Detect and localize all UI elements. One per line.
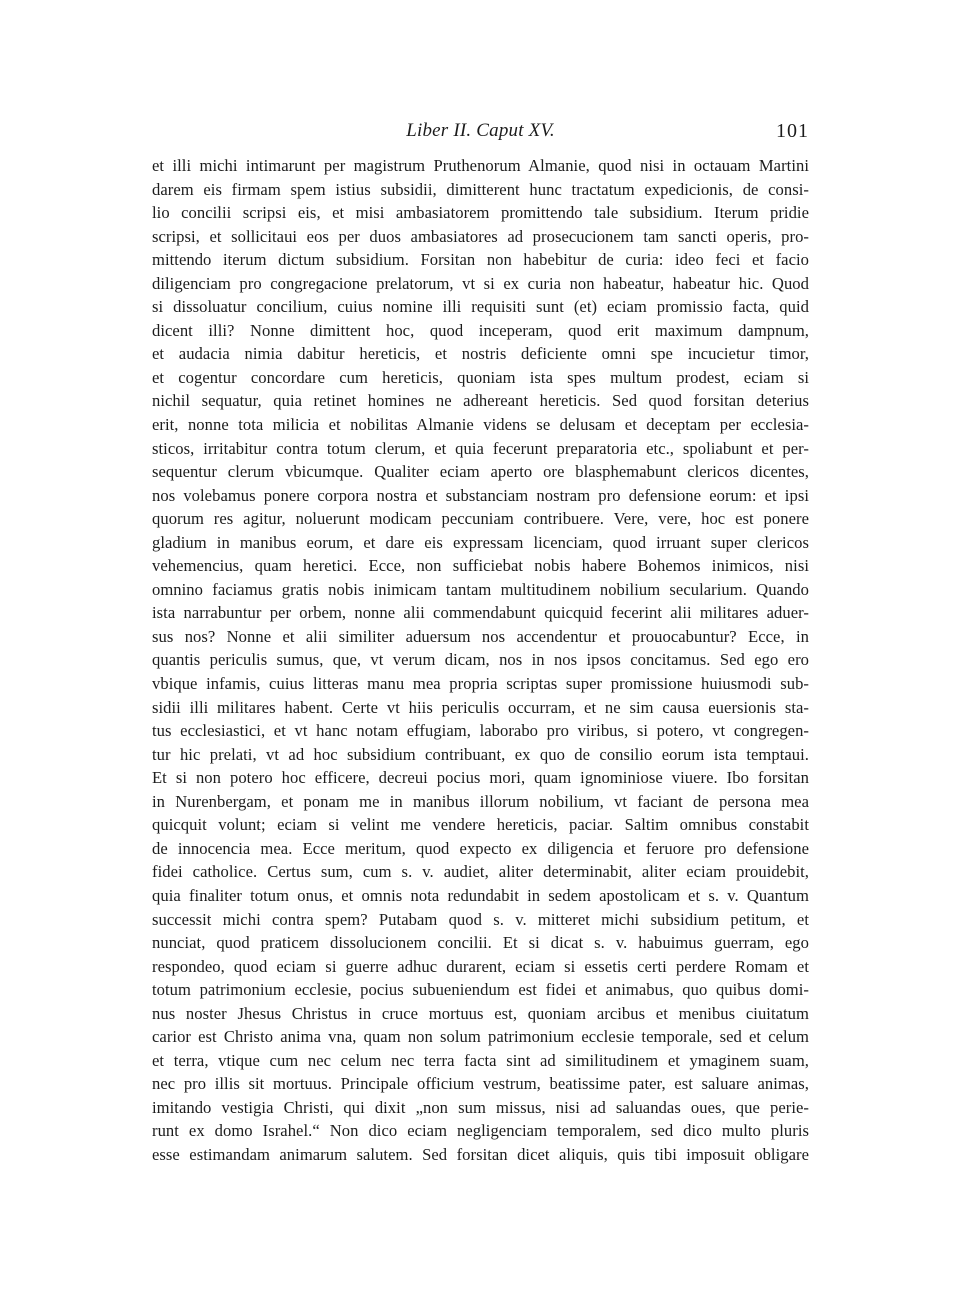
- text-line: gladium in manibus eorum, et dare eis expressam licenciam, quod irruant super clericos: [152, 532, 809, 552]
- text-line: erit, nonne tota milicia et nobilitas Almanie videns se delusam et deceptam per ecclesia-: [152, 415, 809, 435]
- text-line: esse estimandam animarum salutem. Sed forsitan dicet aliquis, quis tibi imposuit obligare: [152, 1144, 809, 1164]
- text-line: et terra, vtique cum nec celum nec terra facta sint ad similitudinem et ymaginem suam,: [152, 1050, 809, 1070]
- text-line: vehemencius, quam heretici. Ecce, non sufficiebat nobis habere Bohemos inimicos, nisi: [152, 556, 809, 576]
- text-line: dicent illi? Nonne dimittent hoc, quod inceperam, quod erit maximum dampnum,: [152, 320, 809, 340]
- text-line: Et si non potero hoc efficere, decreui pocius mori, quam ignominiose viuere. Ibo forsitan: [152, 768, 809, 788]
- text-line: respondeo, quod eciam si guerre adhuc durarent, eciam si essetis certi perdere Romam et: [152, 956, 809, 976]
- text-line: tus ecclesiastici, et vt hanc notam effugiam, laborabo pro viribus, si potero, vt congregen-: [152, 721, 809, 741]
- text-line: darem eis firmam spem istius subsidii, dimitterent hunc tractatum expedicionis, de consi-: [152, 179, 809, 199]
- page-number: 101: [776, 120, 809, 142]
- text-line: tur hic prelati, vt ad hoc subsidium contribuant, ex quo de consilio eorum ista temptaui.: [152, 744, 809, 764]
- text-line: scripsi, et sollicitaui eos per duos ambasiatores ad prosecucionem tam sancti operis, pro-: [152, 226, 809, 246]
- text-line: ista narrabuntur per orbem, nonne alii commendabunt quicquid fecerint alii militares aduer-: [152, 603, 809, 623]
- text-line: runt ex domo Israhel.“ Non dico eciam negligenciam temporalem, sed dico multo pluris: [152, 1121, 809, 1141]
- text-line: et cogentur concordare cum hereticis, quoniam ista spes multum prodest, eciam si: [152, 367, 809, 387]
- text-line: diligenciam pro congregacione prelatorum, vt si ex curia non habeatur, habeatur hic. Quod: [152, 273, 809, 293]
- text-line: mittendo iterum dictum subsidium. Forsitan non habebitur de curia: ideo feci et facio: [152, 250, 809, 270]
- text-line: sticos, irritabitur contra totum clerum, et quia fecerunt preparatoria etc., spoliabunt et per-: [152, 438, 809, 458]
- text-line: quorum res agitur, noluerunt modicam peccuniam contribuere. Vere, vere, hoc est ponere: [152, 509, 809, 529]
- text-line: lio concilii scripsi eis, et misi ambasiatorem promittendo tale subsidium. Iterum pridie: [152, 203, 809, 223]
- text-line: nus noster Jhesus Christus in cruce mortuus est, quoniam arcibus et menibus ciuitatum: [152, 1003, 809, 1023]
- body-text: [152, 154, 809, 1167]
- text-line: nos volebamus ponere corpora nostra et substanciam nostram pro defensione eorum: et ipsi: [152, 485, 809, 505]
- text-line: sidii illi militares habent. Certe vt hiis periculis occurram, et ne sim causa euersionis sta-: [152, 697, 809, 717]
- text-line: nec pro illis sit mortuus. Principale officium vestrum, beatissime pater, est saluare animas,: [152, 1074, 809, 1094]
- text-line: successit michi contra spem? Putabam quod s. v. mitteret michi subsidium petitum, et: [152, 909, 809, 929]
- text-line: omnino faciamus gratis nobis inimicam tantam multitudinem nobilium secularium. Quando: [152, 579, 809, 599]
- running-head: [152, 118, 809, 144]
- text-line: de innocencia mea. Ecce meritum, quod expecto ex diligencia et feruore pro defensione: [152, 838, 809, 858]
- text-line: si dissoluatur concilium, cuius nomine illi requisiti sunt (et) eciam promissio facta, quid: [152, 297, 809, 317]
- text-line: sequentur clerum vbicumque. Qualiter eciam aperto ore blasphemabunt clericos dicentes,: [152, 462, 809, 482]
- text-line: carior est Christo anima vna, quam non solum patrimonium ecclesie temporale, sed et celum: [152, 1027, 809, 1047]
- text-line: quicquit volunt; eciam si velint me vendere hereticis, paciar. Saltim omnibus constabit: [152, 815, 809, 835]
- text-line: quantis periculis sumus, que, vt verum dicam, nos in nos ipsos concitamus. Sed ego ero: [152, 650, 809, 670]
- text-line: vbique infamis, cuius litteras manu mea propria scriptas super promissione huiusmodi sub-: [152, 674, 809, 694]
- running-title: Liber II. Caput XV.: [406, 120, 555, 141]
- text-line: in Nurenbergam, et ponam me in manibus illorum nobilium, vt faciant de persona mea: [152, 791, 809, 811]
- text-line: sus nos? Nonne et alii similiter aduersum nos accendentur et prouocabuntur? Ecce, in: [152, 626, 809, 646]
- text-line: imitando vestigia Christi, qui dixit „non sum missus, nisi ad saluandas oues, que perie-: [152, 1097, 809, 1117]
- text-line: et audacia nimia dabitur hereticis, et nostris deficiente omni spe incucietur timor,: [152, 344, 809, 364]
- text-line: nichil sequatur, quia retinet homines ne adhereant hereticis. Sed quod forsitan deterius: [152, 391, 809, 411]
- text-line: nunciat, quod praticem dissolucionem concilii. Et si dicat s. v. habuimus guerram, ego: [152, 933, 809, 953]
- text-line: et illi michi intimarunt per magistrum Pruthenorum Almanie, quod nisi in octauam Martini: [152, 156, 809, 175]
- text-line: fidei catholice. Certus sum, cum s. v. audiet, aliter determinabit, aliter eciam prouidebit,: [152, 862, 809, 882]
- text-line: totum patrimonium ecclesie, pocius subueniendum est fidei et animabus, quo quibus domi-: [152, 980, 809, 1000]
- text-line: quia finaliter totum onus, et omnis nota redundabit in sedem apostolicam et s. v. Quantum: [152, 885, 809, 905]
